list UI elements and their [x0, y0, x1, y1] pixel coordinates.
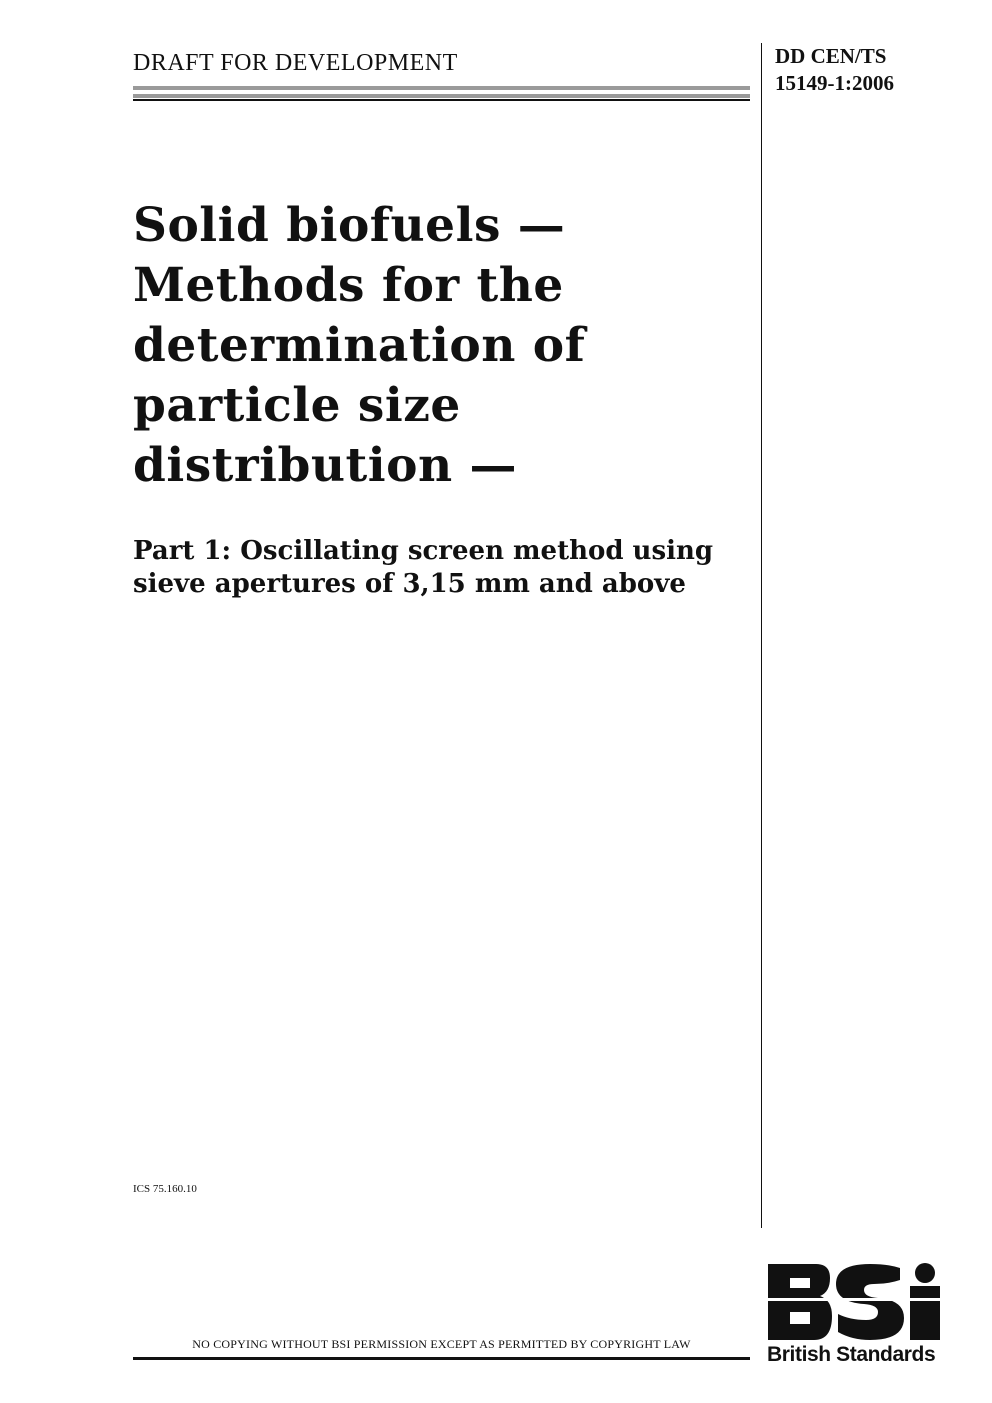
subtitle-line: Part 1: Oscillating screen method using [133, 536, 714, 566]
document-number-line-1: DD CEN/TS [775, 44, 887, 68]
logo-caption: British Standards [767, 1343, 936, 1366]
ics-code: ICS 75.160.10 [133, 1183, 197, 1195]
document-subtitle [133, 535, 753, 601]
copyright-notice: NO COPYING WITHOUT BSI PERMISSION EXCEPT AS PERMITTED BY COPYRIGHT LAW [192, 1337, 691, 1351]
title-line: Methods for the [133, 258, 564, 313]
header-rule-black [133, 99, 750, 101]
document-number [775, 43, 894, 97]
title-line: distribution — [133, 438, 517, 493]
title-line: determination of [133, 318, 586, 373]
header-rule-gray-2 [133, 94, 750, 98]
title-line: Solid biofuels — [133, 198, 566, 253]
vertical-divider [761, 43, 762, 1228]
title-line: particle size [133, 378, 461, 433]
footer-rule [133, 1357, 750, 1360]
draft-label: DRAFT FOR DEVELOPMENT [133, 50, 458, 76]
subtitle-line: sieve apertures of 3,15 mm and above [133, 569, 686, 599]
document-number-line-2: 15149-1:2006 [775, 71, 894, 95]
header-rule-gray-1 [133, 86, 750, 90]
document-title [133, 196, 743, 496]
